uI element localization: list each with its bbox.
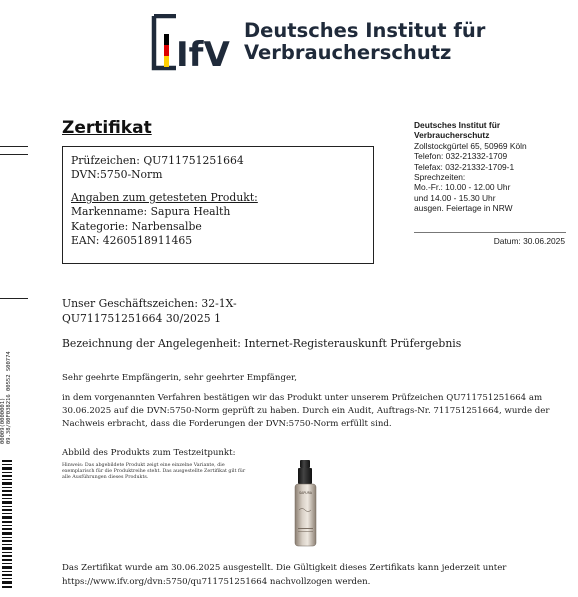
- logo-line-1: Deutsches Institut für: [244, 19, 486, 42]
- institute-address: [414, 120, 574, 214]
- ean: EAN: 4260518911465: [71, 234, 193, 248]
- fold-mark: [0, 154, 28, 155]
- product-brand-label: SAPURA: [299, 491, 312, 495]
- fold-mark: [0, 146, 28, 147]
- address-phone: Telefon: 032-21332-1709: [414, 151, 508, 162]
- document-title: Zertifikat: [62, 118, 152, 138]
- product-info-box: [62, 146, 374, 264]
- body-text: in dem vorgenannten Verfahren bestätigen wir das Produkt unter unserem Prüfzeichen QU711751251664 am 30.06.2025 auf die DVN:5750-Norm geprüft zu haben. Durch ein Audit, Auftrags-Nr. 711751251664, wurde der Nachweis erbracht, dass die Forderungen der DVN:5750-Norm erfüllt sind.: [62, 393, 550, 429]
- punch-mark: [0, 298, 28, 299]
- kategorie: Kategorie: Narbensalbe: [71, 219, 202, 233]
- ifv-letters: IfV: [176, 35, 230, 72]
- address-street: Zollstockgürtel 65, 50969 Köln: [414, 140, 527, 151]
- product-image: [286, 458, 326, 550]
- matter-description: Bezeichnung der Angelegenheit: Internet-Registerauskunft Prüfergebnis: [62, 337, 462, 350]
- picture-hint: Hinweis: Das abgebildete Produkt zeigt eine einzelne Variante, die exemplarisch für die Produktreihe steht. Das ausgestellte Zertifikat gilt für alle Ausführungen dieses Produkts.: [62, 463, 246, 481]
- hours-3: ausgen. Feiertage in NRW: [414, 203, 513, 214]
- logo-wordmark: [244, 20, 485, 64]
- footer-text: Das Zertifikat wurde am 30.06.2025 ausgestellt. Die Gültigkeit dieses Zertifikats kann jederzeit unter https://www.ifv.org/dvn:5750/qu711751251664 nachvollzogen werden.: [62, 563, 507, 587]
- reference-number: Unser Geschäftszeichen: 32-1X-QU711751251664 30/2025 1: [62, 297, 237, 325]
- product-info-heading: Angaben zum getesteten Produkt:: [71, 190, 258, 204]
- picture-label: Abbild des Produkts zum Testzeitpunkt:: [62, 448, 236, 458]
- side-code: 00009(0000001) 09.38/80F038216 00552 S00774: [0, 351, 12, 444]
- greeting: Sehr geehrte Empfängerin, sehr geehrter Empfänger,: [62, 373, 297, 383]
- ifv-logo-mark: [150, 14, 234, 72]
- document-date: Datum: 30.06.2025: [493, 236, 565, 246]
- hours-1: Mo.-Fr.: 10.00 - 12.00 Uhr: [414, 182, 511, 193]
- address-fax: Telefax: 032-21332-1709-1: [414, 161, 515, 172]
- barcode: [2, 460, 12, 590]
- address-divider: [414, 232, 566, 233]
- markenname: Markenname: Sapura Health: [71, 205, 231, 219]
- address-org-1: Deutsches Institut für: [414, 120, 501, 130]
- logo-line-2: Verbraucherschutz: [244, 41, 452, 64]
- pruefzeichen: Prüfzeichen: QU711751251664: [71, 154, 244, 167]
- address-org-2: Verbraucherschutz: [414, 130, 490, 141]
- hours-2: und 14.00 - 15.30 Uhr: [414, 192, 496, 203]
- ifv-logo: [150, 14, 486, 76]
- dvn-norm: DVN:5750-Norm: [71, 168, 163, 182]
- hours-label: Sprechzeiten:: [414, 172, 466, 183]
